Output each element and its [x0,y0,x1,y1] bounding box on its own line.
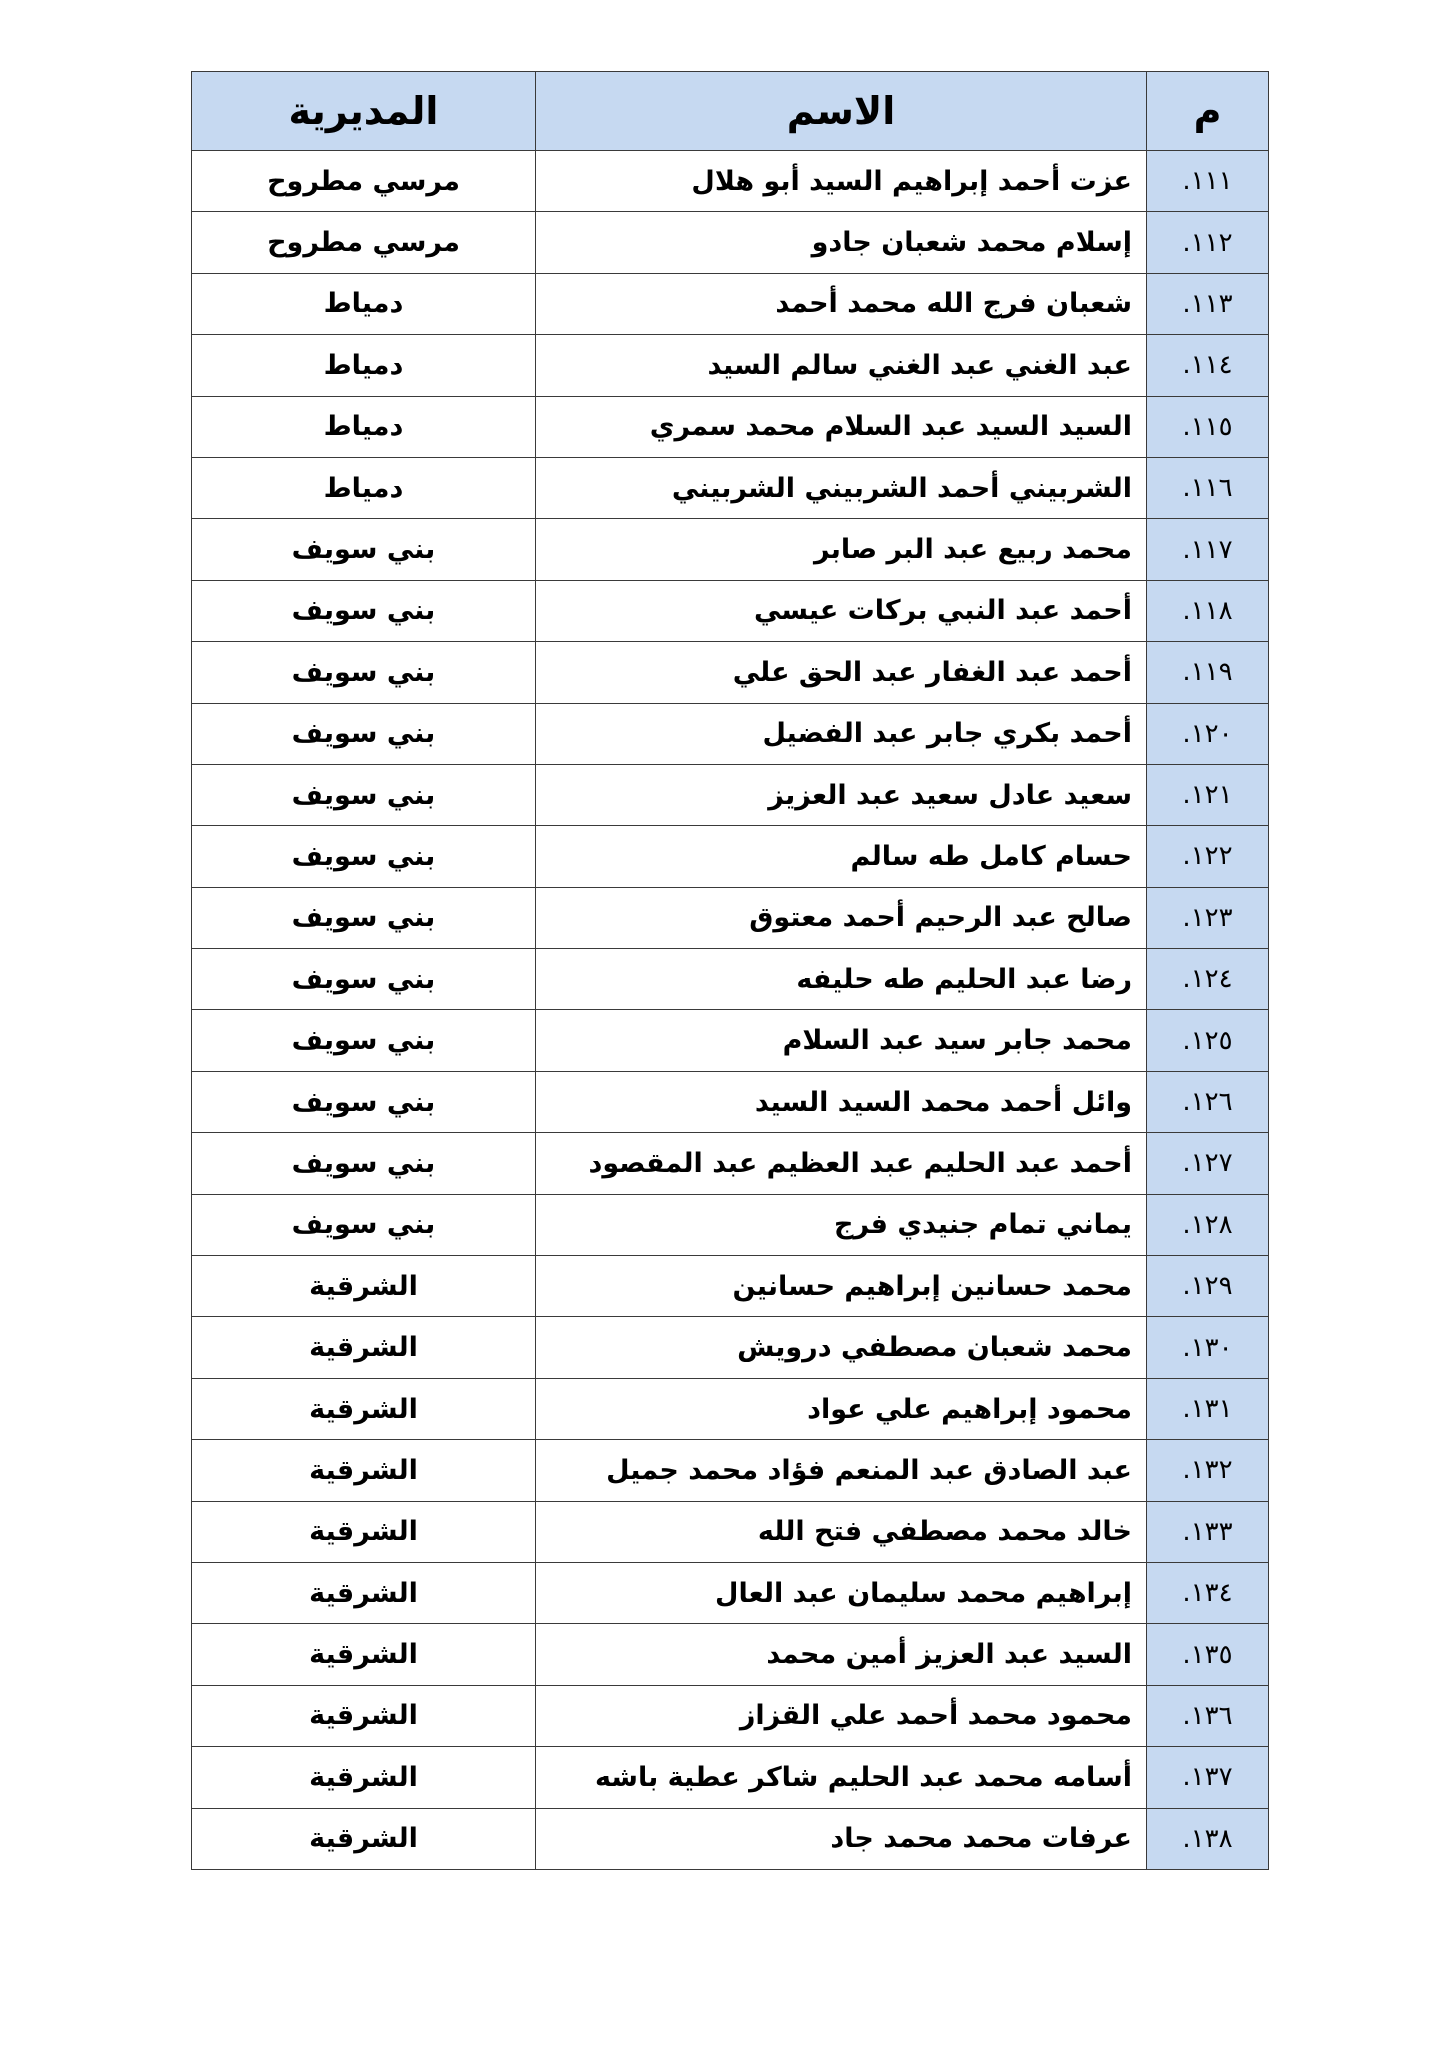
row-directorate: بني سويف [192,1194,536,1255]
header-name: الاسم [536,72,1147,151]
row-number: ١٣٨. [1147,1808,1269,1869]
row-directorate: بني سويف [192,519,536,580]
table-row [192,457,1269,518]
table-row [192,1194,1269,1255]
row-number: ١١٧. [1147,519,1269,580]
table-row [192,764,1269,825]
row-name: الشربيني أحمد الشربيني الشربيني [536,457,1147,518]
table-row [192,396,1269,457]
table-body [192,151,1269,1870]
row-number: ١٢٤. [1147,949,1269,1010]
row-directorate: بني سويف [192,1010,536,1071]
row-directorate: دمياط [192,273,536,334]
row-number: ١٢٧. [1147,1133,1269,1194]
table-row [192,1378,1269,1439]
row-name: عبد الغني عبد الغني سالم السيد [536,335,1147,396]
header-number: م [1147,72,1269,151]
row-directorate: بني سويف [192,949,536,1010]
row-name: محمود محمد أحمد علي القزاز [536,1685,1147,1746]
row-number: ١١٢. [1147,212,1269,273]
table-row [192,1562,1269,1623]
row-directorate: مرسي مطروح [192,151,536,212]
table-row [192,826,1269,887]
row-number: ١١٦. [1147,457,1269,518]
table-row [192,519,1269,580]
row-directorate: الشرقية [192,1624,536,1685]
row-directorate: الشرقية [192,1256,536,1317]
table-row [192,1747,1269,1808]
row-number: ١١١. [1147,151,1269,212]
row-name: أحمد بكري جابر عبد الفضيل [536,703,1147,764]
row-number: ١٣٥. [1147,1624,1269,1685]
row-name: عزت أحمد إبراهيم السيد أبو هلال [536,151,1147,212]
row-name: إبراهيم محمد سليمان عبد العال [536,1562,1147,1623]
header-directorate: المديرية [192,72,536,151]
row-directorate: بني سويف [192,1071,536,1132]
row-name: أحمد عبد الحليم عبد العظيم عبد المقصود [536,1133,1147,1194]
table-row [192,642,1269,703]
row-name: السيد السيد عبد السلام محمد سمري [536,396,1147,457]
row-name: شعبان فرج الله محمد أحمد [536,273,1147,334]
table-row [192,1501,1269,1562]
table-row [192,703,1269,764]
table-row [192,1685,1269,1746]
header-row [192,72,1269,151]
row-name: إسلام محمد شعبان جادو [536,212,1147,273]
row-name: وائل أحمد محمد السيد السيد [536,1071,1147,1132]
row-name: رضا عبد الحليم طه حليفه [536,949,1147,1010]
table-row [192,1010,1269,1071]
row-number: ١٢٠. [1147,703,1269,764]
table-row [192,1133,1269,1194]
table-row [192,887,1269,948]
row-name: خالد محمد مصطفي فتح الله [536,1501,1147,1562]
row-directorate: الشرقية [192,1378,536,1439]
row-name: محمد شعبان مصطفي درويش [536,1317,1147,1378]
row-name: أحمد عبد النبي بركات عيسي [536,580,1147,641]
row-directorate: دمياط [192,335,536,396]
row-directorate: بني سويف [192,1133,536,1194]
table-row [192,335,1269,396]
row-name: عرفات محمد محمد جاد [536,1808,1147,1869]
row-number: ١٣٤. [1147,1562,1269,1623]
table-row [192,273,1269,334]
table-row [192,1256,1269,1317]
table-row [192,1624,1269,1685]
row-name: محمد حسانين إبراهيم حسانين [536,1256,1147,1317]
row-number: ١٢٩. [1147,1256,1269,1317]
row-directorate: الشرقية [192,1501,536,1562]
table-row [192,1317,1269,1378]
row-name: صالح عبد الرحيم أحمد معتوق [536,887,1147,948]
row-directorate: الشرقية [192,1747,536,1808]
row-number: ١٢٢. [1147,826,1269,887]
row-number: ١٣٣. [1147,1501,1269,1562]
row-name: يماني تمام جنيدي فرج [536,1194,1147,1255]
row-directorate: بني سويف [192,580,536,641]
table-row [192,1071,1269,1132]
row-directorate: الشرقية [192,1808,536,1869]
table-row [192,580,1269,641]
row-number: ١٢٥. [1147,1010,1269,1071]
row-directorate: بني سويف [192,764,536,825]
row-name: سعيد عادل سعيد عبد العزيز [536,764,1147,825]
row-number: ١١٣. [1147,273,1269,334]
row-directorate: الشرقية [192,1685,536,1746]
row-number: ١٣٢. [1147,1440,1269,1501]
row-directorate: مرسي مطروح [192,212,536,273]
row-directorate: الشرقية [192,1317,536,1378]
table-row [192,949,1269,1010]
row-number: ١٢١. [1147,764,1269,825]
row-directorate: بني سويف [192,887,536,948]
row-number: ١١٨. [1147,580,1269,641]
row-number: ١١٩. [1147,642,1269,703]
row-number: ١٣١. [1147,1378,1269,1439]
table-header [192,72,1269,151]
row-name: أسامه محمد عبد الحليم شاكر عطية باشه [536,1747,1147,1808]
table-row [192,212,1269,273]
row-directorate: الشرقية [192,1440,536,1501]
row-name: محمد ربيع عبد البر صابر [536,519,1147,580]
row-number: ١١٥. [1147,396,1269,457]
names-table [191,71,1269,1870]
row-name: حسام كامل طه سالم [536,826,1147,887]
row-number: ١٣٠. [1147,1317,1269,1378]
row-name: أحمد عبد الغفار عبد الحق علي [536,642,1147,703]
row-number: ١٢٨. [1147,1194,1269,1255]
table-row [192,1440,1269,1501]
row-directorate: الشرقية [192,1562,536,1623]
row-directorate: بني سويف [192,826,536,887]
row-name: عبد الصادق عبد المنعم فؤاد محمد جميل [536,1440,1147,1501]
row-number: ١١٤. [1147,335,1269,396]
row-number: ١٢٦. [1147,1071,1269,1132]
row-directorate: بني سويف [192,642,536,703]
row-directorate: دمياط [192,457,536,518]
row-directorate: دمياط [192,396,536,457]
row-number: ١٢٣. [1147,887,1269,948]
row-name: محمد جابر سيد عبد السلام [536,1010,1147,1071]
row-number: ١٣٧. [1147,1747,1269,1808]
table-row [192,1808,1269,1869]
row-number: ١٣٦. [1147,1685,1269,1746]
table-row [192,151,1269,212]
row-name: السيد عبد العزيز أمين محمد [536,1624,1147,1685]
row-name: محمود إبراهيم علي عواد [536,1378,1147,1439]
row-directorate: بني سويف [192,703,536,764]
